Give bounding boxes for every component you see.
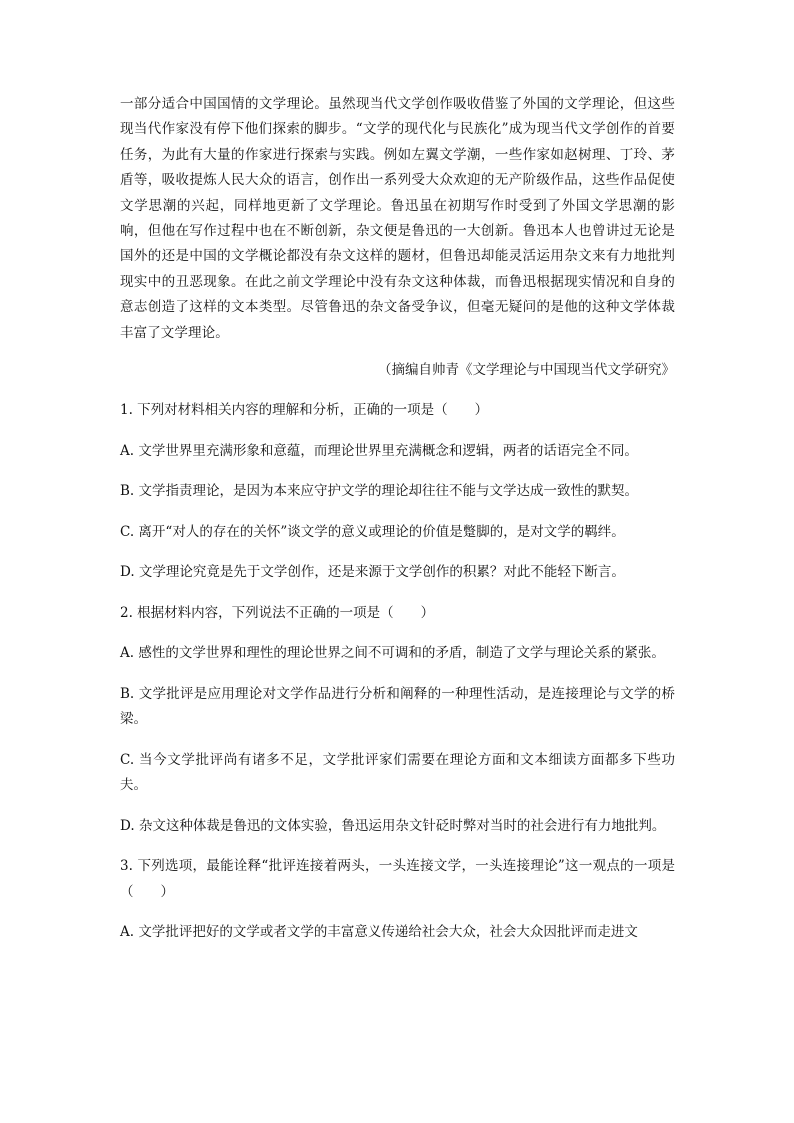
passage-source: （摘编自帅青《文学理论与中国现当代文学研究》	[378, 362, 675, 379]
question-2-stem: 2. 根据材料内容，下列说法不正确的一项是（ ）	[120, 604, 435, 621]
question-3-option-a: A. 文学批评把好的文学或者文学的丰富意义传递给社会大众，社会大众因批评而走进文	[120, 924, 638, 941]
question-1-option-d: D. 文学理论究竟是先于文学创作，还是来源于文学创作的积累？对此不能轻下断言。	[120, 564, 625, 581]
question-1-stem: 1. 下列对材料相关内容的理解和分析，正确的一项是（ ）	[120, 402, 489, 419]
question-2-option-b: B. 文学批评是应用理论对文学作品进行分析和阐释的一种理性活动，是连接理论与文学的桥梁。	[120, 685, 675, 728]
question-2-option-c: C. 当今文学批评尚有诸多不足，文学批评家们需要在理论方面和文本细读方面都多下些功夫。	[120, 751, 675, 794]
question-1-option-c: C. 离开“对人的存在的关怀”谈文学的意义或理论的价值是蹩脚的，是对文学的羁绊。	[120, 523, 625, 540]
question-2-option-a: A. 感性的文学世界和理性的理论世界之间不可调和的矛盾，制造了文学与理论关系的紧张。	[120, 645, 665, 662]
passage-paragraph: 一部分适合中国国情的文学理论。虽然现当代文学创作吸收借鉴了外国的文学理论，但这些现当代作家没有停下他们探索的脚步。“文学的现代化与民族化”成为现当代文学创作的首要任务，为此有大量的作家进行探索与实践。例如左翼文学潮，一些作家如赵树理、丁玲、茅盾等，吸收提炼人民大众的语言，创作出一系列受大众欢迎的无产阶级作品，这些作品促使文学思潮的兴起，同样地更新了文学理论。鲁迅虽在初期写作时受到了外国文学思潮的影响，但他在写作过程中也在不断创新，杂文便是鲁迅的一大创新。鲁迅本人也曾讲过无论是国外的还是中国的文学概论都没有杂文这样的题材，但鲁迅却能灵活运用杂文来有力地批判现实中的丑恶现象。在此之前文学理论中没有杂文这种体裁，而鲁迅根据现实情况和自身的意志创造了这样的文本类型。尽管鲁迅的杂文备受争议，但毫无疑问的是他的这种文学体裁丰富了文学理论。	[120, 96, 675, 341]
question-2-option-d: D. 杂文这种体裁是鲁迅的文体实验，鲁迅运用杂文针砭时弊对当时的社会进行有力地批判。	[120, 817, 666, 834]
question-3-stem: 3. 下列选项，最能诠释“批评连接着两头，一头连接文学，一头连接理论”这一观点的一项是（ ）	[120, 858, 675, 900]
question-1-option-b: B. 文学指责理论，是因为本来应守护文学的理论却往往不能与文学达成一致性的默契。	[120, 483, 639, 500]
document-content	[120, 92, 675, 946]
question-1-option-a: A. 文学世界里充满形象和意蕴，而理论世界里充满概念和逻辑，两者的话语完全不同。	[120, 442, 638, 459]
